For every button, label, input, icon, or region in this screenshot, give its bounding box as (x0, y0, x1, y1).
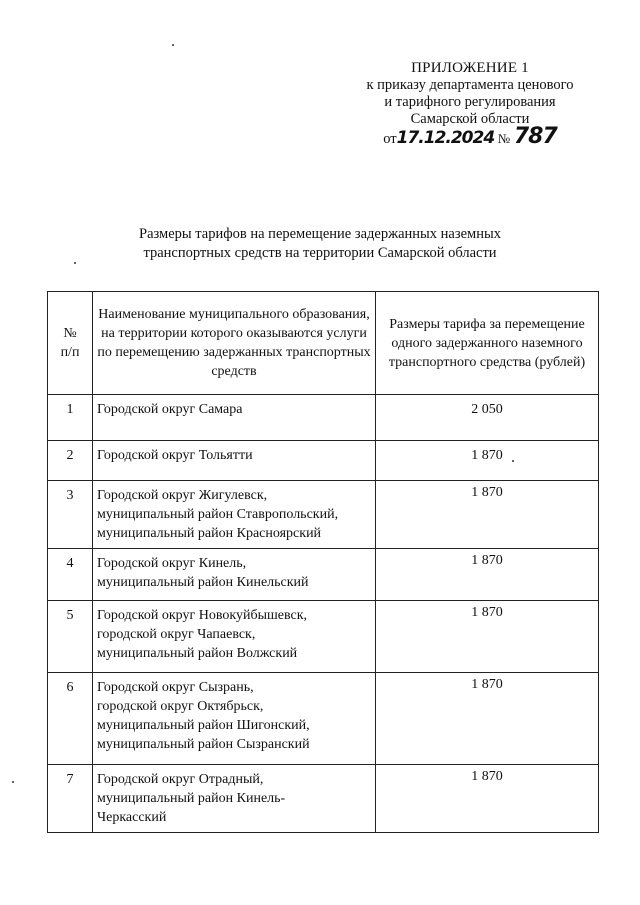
scan-speck (172, 44, 174, 46)
row-name: Городской округ Кинель, муниципальный район Кинельский (93, 549, 376, 601)
table-row (48, 395, 599, 441)
appendix-title: ПРИЛОЖЕНИЕ 1 (411, 60, 529, 76)
table-row (48, 441, 599, 481)
document-title-line: Размеры тарифов на перемещение задержанных наземных (139, 226, 501, 242)
handwritten-number: 787 (513, 124, 557, 149)
table-row (48, 765, 599, 833)
row-num: 5 (48, 601, 93, 673)
row-price: 1 870 (376, 673, 599, 765)
table-row (48, 549, 599, 601)
row-num: 3 (48, 481, 93, 549)
appendix-block (340, 60, 600, 148)
row-price: 1 870 (376, 549, 599, 601)
order-date-number (340, 124, 600, 149)
row-name: Городской округ Сызрань, городской округ Октябрьск, муниципальный район Шигонский, муниципальный район Сызранский (93, 673, 376, 765)
header-num: № п/п (48, 292, 93, 395)
row-price: 1 870 (376, 481, 599, 549)
row-num: 7 (48, 765, 93, 833)
row-name: Городской округ Тольятти (93, 441, 376, 481)
row-num: 1 (48, 395, 93, 441)
header-name: Наименование муниципального образования, на территории которого оказываются услуги по перемещению задержанных транспортных средств (93, 292, 376, 395)
row-num: 4 (48, 549, 93, 601)
handwritten-date: 17.12.2024 (396, 128, 495, 148)
table-row (48, 481, 599, 549)
number-sign: № (497, 131, 511, 146)
appendix-line: и тарифного регулирования (384, 94, 556, 110)
appendix-line: к приказу департамента ценового (366, 77, 574, 93)
row-name: Городской округ Отрадный, муниципальный район Кинель- Черкасский (93, 765, 376, 833)
row-name: Городской округ Жигулевск, муниципальный район Ставропольский, муниципальный район Красноярский (93, 481, 376, 549)
table-row (48, 673, 599, 765)
appendix-line: Самарской области (410, 111, 530, 127)
header-price: Размеры тарифа за перемещение одного задержанного наземного транспортного средства (рублей) (376, 292, 599, 395)
table-row (48, 601, 599, 673)
row-name: Городской округ Новокуйбышевск, городской округ Чапаевск, муниципальный район Волжский (93, 601, 376, 673)
document-title-line: транспортных средств на территории Самарской области (143, 245, 497, 261)
scan-speck (12, 781, 14, 783)
table-header-row (48, 292, 599, 395)
tariff-table (47, 291, 599, 833)
row-price: 1 870 (376, 601, 599, 673)
document-title (0, 225, 640, 263)
row-price: 2 050 (376, 395, 599, 441)
row-num: 2 (48, 441, 93, 481)
date-prefix: от (383, 131, 397, 147)
row-num: 6 (48, 673, 93, 765)
row-price: 1 870 (376, 765, 599, 833)
row-name: Городской округ Самара (93, 395, 376, 441)
row-price: 1 870 (376, 441, 599, 481)
